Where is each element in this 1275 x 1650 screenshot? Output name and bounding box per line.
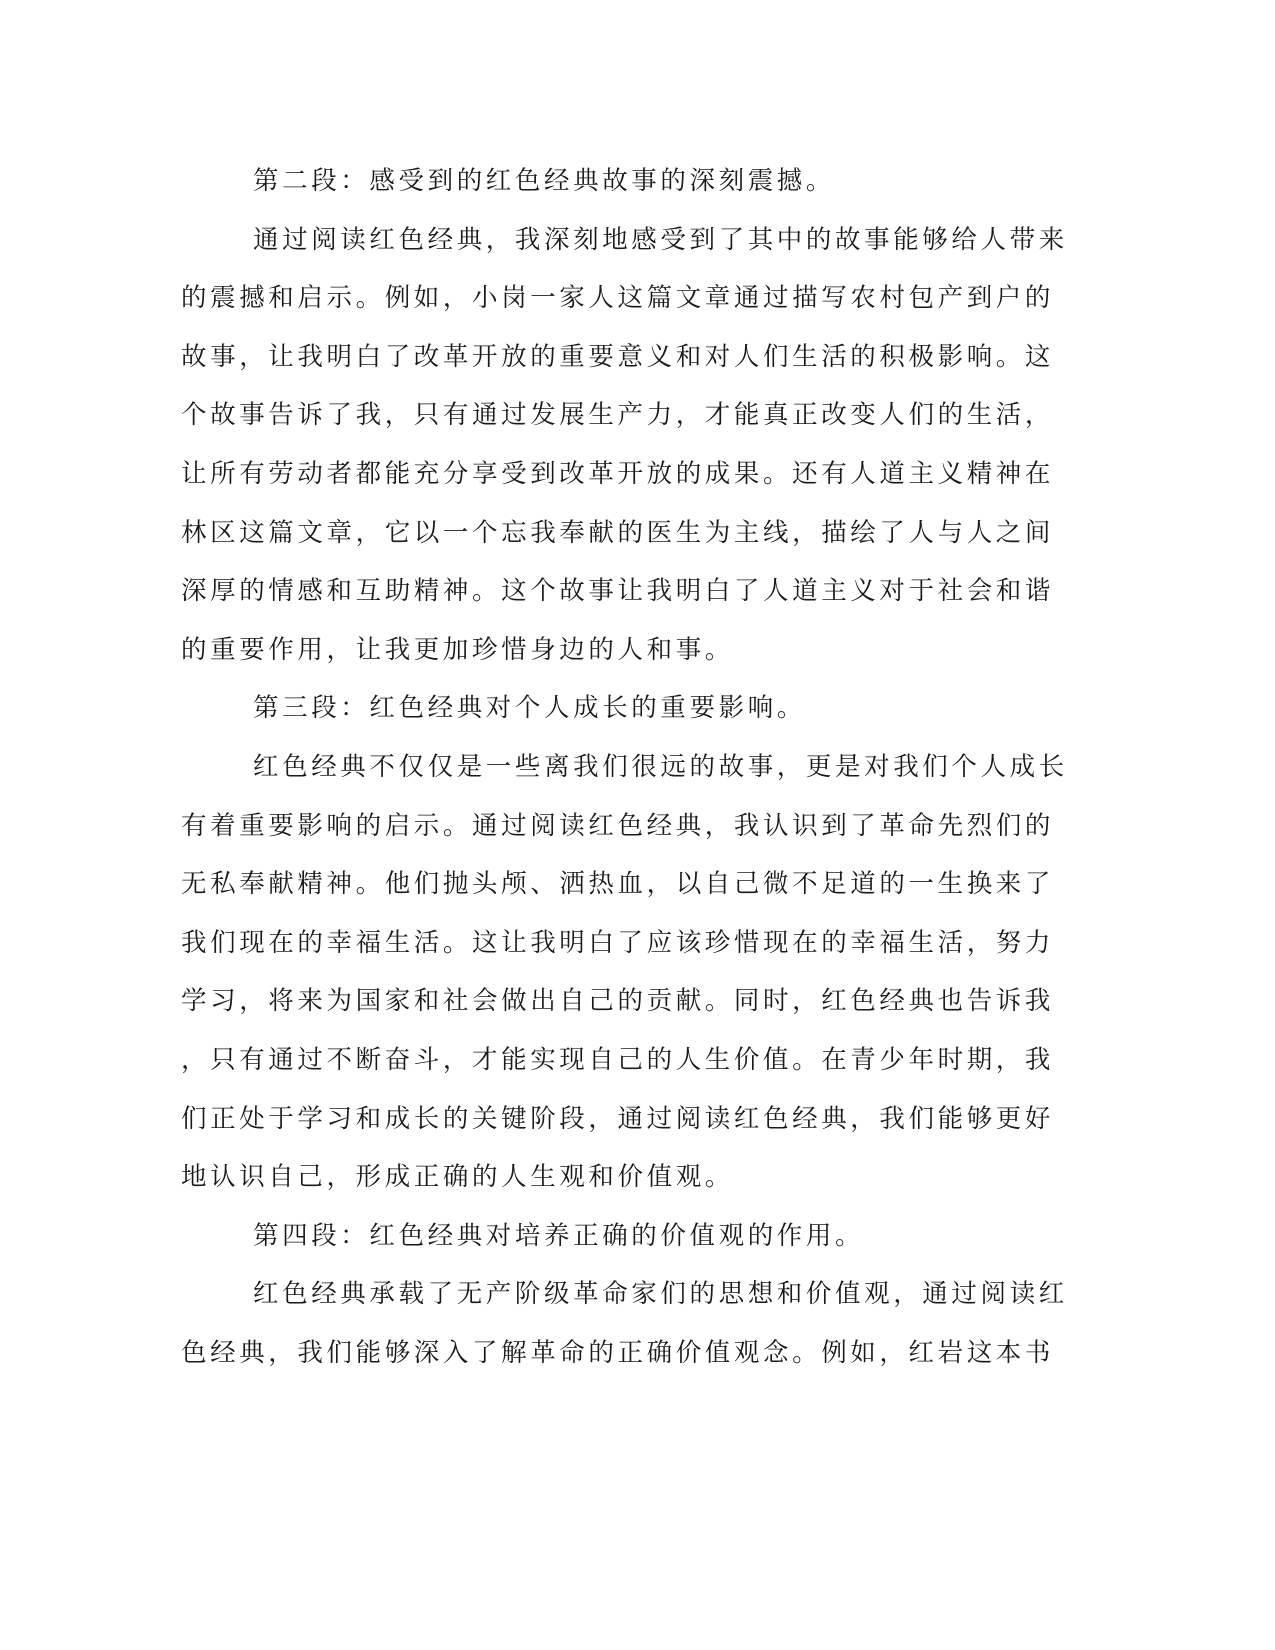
paragraph-line: 色经典，我们能够深入了解革命的正确价值观念。例如，红岩这本书 xyxy=(181,1337,1055,1368)
paragraph-line: 林区这篇文章，它以一个忘我奉献的医生为主线，描绘了人与人之间 xyxy=(181,517,1055,548)
section-heading-3: 第三段：红色经典对个人成长的重要影响。 xyxy=(253,693,806,724)
paragraph-line: 地认识自己，形成正确的人生观和价值观。 xyxy=(181,1162,734,1193)
paragraph-line: 的重要作用，让我更加珍惜身边的人和事。 xyxy=(181,634,734,665)
paragraph-line: 红色经典承载了无产阶级革命家们的思想和价值观，通过阅读红 xyxy=(253,1279,1068,1310)
paragraph-line: 红色经典不仅仅是一些离我们很远的故事，更是对我们个人成长 xyxy=(253,751,1068,782)
paragraph-line: 的震撼和启示。例如，小岗一家人这篇文章通过描写农村包产到户的 xyxy=(181,283,1055,314)
paragraph-line: 个故事告诉了我，只有通过发展生产力，才能真正改变人们的生活， xyxy=(181,400,1055,431)
paragraph-line: 让所有劳动者都能充分享受到改革开放的成果。还有人道主义精神在 xyxy=(181,458,1055,489)
paragraph-line: 深厚的情感和互助精神。这个故事让我明白了人道主义对于社会和谐 xyxy=(181,576,1055,607)
paragraph-line: 我们现在的幸福生活。这让我明白了应该珍惜现在的幸福生活，努力 xyxy=(181,927,1055,958)
section-heading-4: 第四段：红色经典对培养正确的价值观的作用。 xyxy=(253,1220,865,1251)
paragraph-line: 学习，将来为国家和社会做出自己的贡献。同时，红色经典也告诉我 xyxy=(181,986,1055,1017)
paragraph-line: 们正处于学习和成长的关键阶段，通过阅读红色经典，我们能够更好 xyxy=(181,1103,1055,1134)
paragraph-line: ，只有通过不断奋斗，才能实现自己的人生价值。在青少年时期，我 xyxy=(181,1044,1055,1075)
paragraph-line: 故事，让我明白了改革开放的重要意义和对人们生活的积极影响。这 xyxy=(181,341,1055,372)
paragraph-line: 有着重要影响的启示。通过阅读红色经典，我认识到了革命先烈们的 xyxy=(181,810,1055,841)
document-body xyxy=(181,152,1068,1382)
section-heading-2: 第二段：感受到的红色经典故事的深刻震撼。 xyxy=(253,166,836,196)
paragraph-line: 通过阅读红色经典，我深刻地感受到了其中的故事能够给人带来 xyxy=(253,224,1068,255)
paragraph-line: 无私奉献精神。他们抛头颅、洒热血，以自己微不足道的一生换来了 xyxy=(181,869,1055,900)
